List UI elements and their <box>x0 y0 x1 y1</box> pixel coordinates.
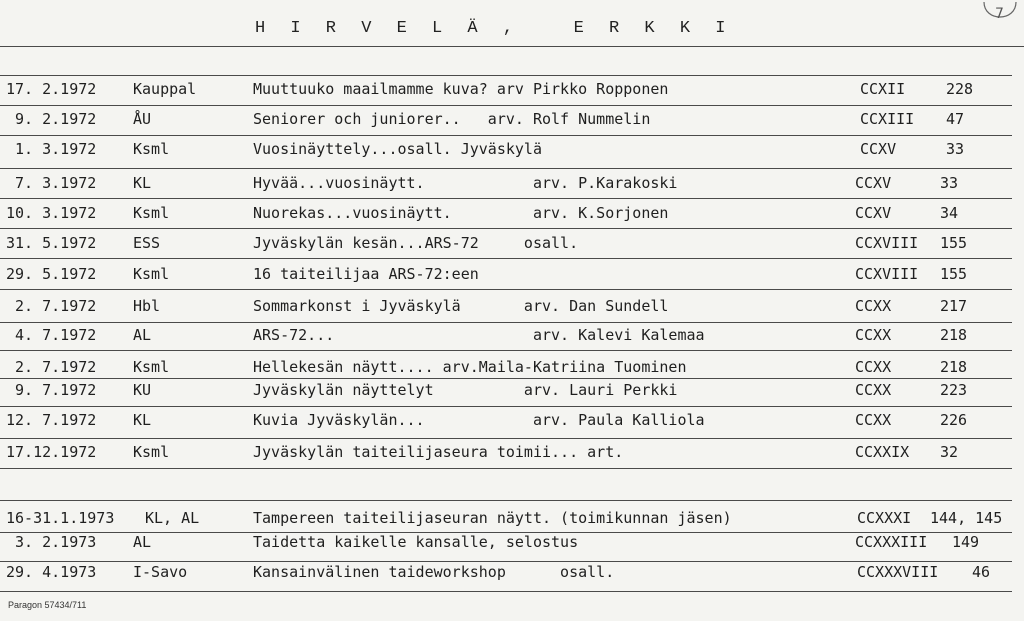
entry-title: Vuosinäyttely...osall. Jyväskylä <box>253 140 542 158</box>
entry-page: 223 <box>940 381 968 399</box>
entry-page: 149 <box>952 533 980 551</box>
entry-date: 4. 7.1972 <box>6 326 97 344</box>
entry-title: Jyväskylän näyttelyt arv. Lauri Perkki <box>253 381 678 399</box>
ruled-line <box>0 438 1012 439</box>
corner-mark-text: 7 <box>995 6 1004 22</box>
entry-page: 47 <box>946 110 965 128</box>
entry-page: 218 <box>940 326 968 344</box>
entry-page: 217 <box>940 297 968 315</box>
entry-page: 226 <box>940 411 968 429</box>
entry-source: Ksml <box>133 140 170 158</box>
entry-page: 32 <box>940 443 959 461</box>
ruled-line <box>0 198 1012 199</box>
entry-page: 33 <box>946 140 965 158</box>
card-title: H I R V E L Ä , E R K K I <box>255 19 733 38</box>
entry-title: Seniorer och juniorer.. arv. Rolf Nummelin <box>253 110 651 128</box>
entry-ref: CCXXXVIII <box>857 563 939 581</box>
entry-source: KU <box>133 381 152 399</box>
ruled-line <box>0 561 1012 562</box>
entry-title: 16 taiteilijaa ARS-72:een <box>253 265 479 283</box>
entry-ref: CCXXIX <box>855 443 910 461</box>
entry-title: Kuvia Jyväskylän... arv. Paula Kalliola <box>253 411 705 429</box>
ruled-line <box>0 350 1012 351</box>
ruled-line <box>0 258 1012 259</box>
entry-ref: CCXXXIII <box>855 533 928 551</box>
entry-page: 155 <box>940 234 968 252</box>
entry-title: Tampereen taiteilijaseuran näytt. (toimikunnan jäsen) <box>253 509 732 527</box>
ruled-line <box>0 322 1012 323</box>
entry-date: 12. 7.1972 <box>6 411 97 429</box>
ruled-line <box>0 46 1024 47</box>
entry-title: Kansainvälinen taideworkshop osall. <box>253 563 615 581</box>
entry-title: Hyvää...vuosinäytt. arv. P.Karakoski <box>253 174 678 192</box>
entry-source: ESS <box>133 234 161 252</box>
entry-ref: CCXVIII <box>855 265 919 283</box>
entry-title: Jyväskylän taiteilijaseura toimii... art. <box>253 443 624 461</box>
corner-circle-mark <box>980 0 1020 28</box>
ruled-line <box>0 75 1012 76</box>
entry-title: Muuttuuko maailmamme kuva? arv Pirkko Ropponen <box>253 80 669 98</box>
entry-date: 9. 7.1972 <box>6 381 97 399</box>
entry-date: 29. 5.1972 <box>6 265 97 283</box>
entry-ref: CCXII <box>860 80 906 98</box>
entry-ref: CCXX <box>855 358 892 376</box>
entry-date: 16-31.1.1973 <box>6 509 115 527</box>
entry-source: I-Savo <box>133 563 188 581</box>
entry-title: Nuorekas...vuosinäytt. arv. K.Sorjonen <box>253 204 669 222</box>
entry-source: Hbl <box>133 297 161 315</box>
entry-date: 17. 2.1972 <box>6 80 97 98</box>
entry-date: 2. 7.1972 <box>6 358 97 376</box>
ruled-line <box>0 168 1012 169</box>
entry-page: 33 <box>940 174 959 192</box>
entry-source: KL <box>133 411 152 429</box>
entry-page: 34 <box>940 204 959 222</box>
entry-ref: CCXV <box>855 174 892 192</box>
entry-source: AL <box>133 326 152 344</box>
entry-ref: CCXV <box>855 204 892 222</box>
entry-title: ARS-72... arv. Kalevi Kalemaa <box>253 326 705 344</box>
entry-title: Sommarkonst i Jyväskylä arv. Dan Sundell <box>253 297 669 315</box>
entry-source: Ksml <box>133 358 170 376</box>
entry-source: Ksml <box>133 204 170 222</box>
entry-date: 10. 3.1972 <box>6 204 97 222</box>
entry-date: 7. 3.1972 <box>6 174 97 192</box>
entry-title: Jyväskylän kesän...ARS-72 osall. <box>253 234 579 252</box>
ruled-line <box>0 289 1012 290</box>
entry-ref: CCXX <box>855 411 892 429</box>
entry-date: 17.12.1972 <box>6 443 97 461</box>
entry-page: 218 <box>940 358 968 376</box>
entry-title: Hellekesän näytt.... arv.Maila-Katriina Tuominen <box>253 358 687 376</box>
entry-source: Kauppal <box>133 80 197 98</box>
entry-date: 9. 2.1972 <box>6 110 97 128</box>
entry-page: 144, 145 <box>930 509 1003 527</box>
ruled-line <box>0 591 1012 592</box>
entry-ref: CCXIII <box>860 110 915 128</box>
entry-page: 155 <box>940 265 968 283</box>
entry-source: AL <box>133 533 152 551</box>
entry-source: KL, AL <box>145 509 200 527</box>
entry-date: 31. 5.1972 <box>6 234 97 252</box>
ruled-line <box>0 378 1012 379</box>
entry-ref: CCXVIII <box>855 234 919 252</box>
entry-source: Ksml <box>133 443 170 461</box>
entry-date: 3. 2.1973 <box>6 533 97 551</box>
entry-source: KL <box>133 174 152 192</box>
entry-date: 2. 7.1972 <box>6 297 97 315</box>
ruled-line <box>0 406 1012 407</box>
entry-ref: CCXXXI <box>857 509 912 527</box>
entry-page: 228 <box>946 80 974 98</box>
entry-ref: CCXX <box>855 326 892 344</box>
entry-source: ÅU <box>133 110 152 128</box>
ruled-line <box>0 468 1012 469</box>
ruled-line <box>0 500 1012 501</box>
ruled-line <box>0 228 1012 229</box>
ruled-line <box>0 135 1012 136</box>
printer-mark: Paragon 57434/711 <box>8 600 87 610</box>
entry-date: 29. 4.1973 <box>6 563 97 581</box>
entry-title: Taidetta kaikelle kansalle, selostus <box>253 533 579 551</box>
entry-ref: CCXX <box>855 381 892 399</box>
entry-page: 46 <box>972 563 991 581</box>
entry-ref: CCXX <box>855 297 892 315</box>
ruled-line <box>0 105 1012 106</box>
entry-date: 1. 3.1972 <box>6 140 97 158</box>
entry-ref: CCXV <box>860 140 897 158</box>
entry-source: Ksml <box>133 265 170 283</box>
